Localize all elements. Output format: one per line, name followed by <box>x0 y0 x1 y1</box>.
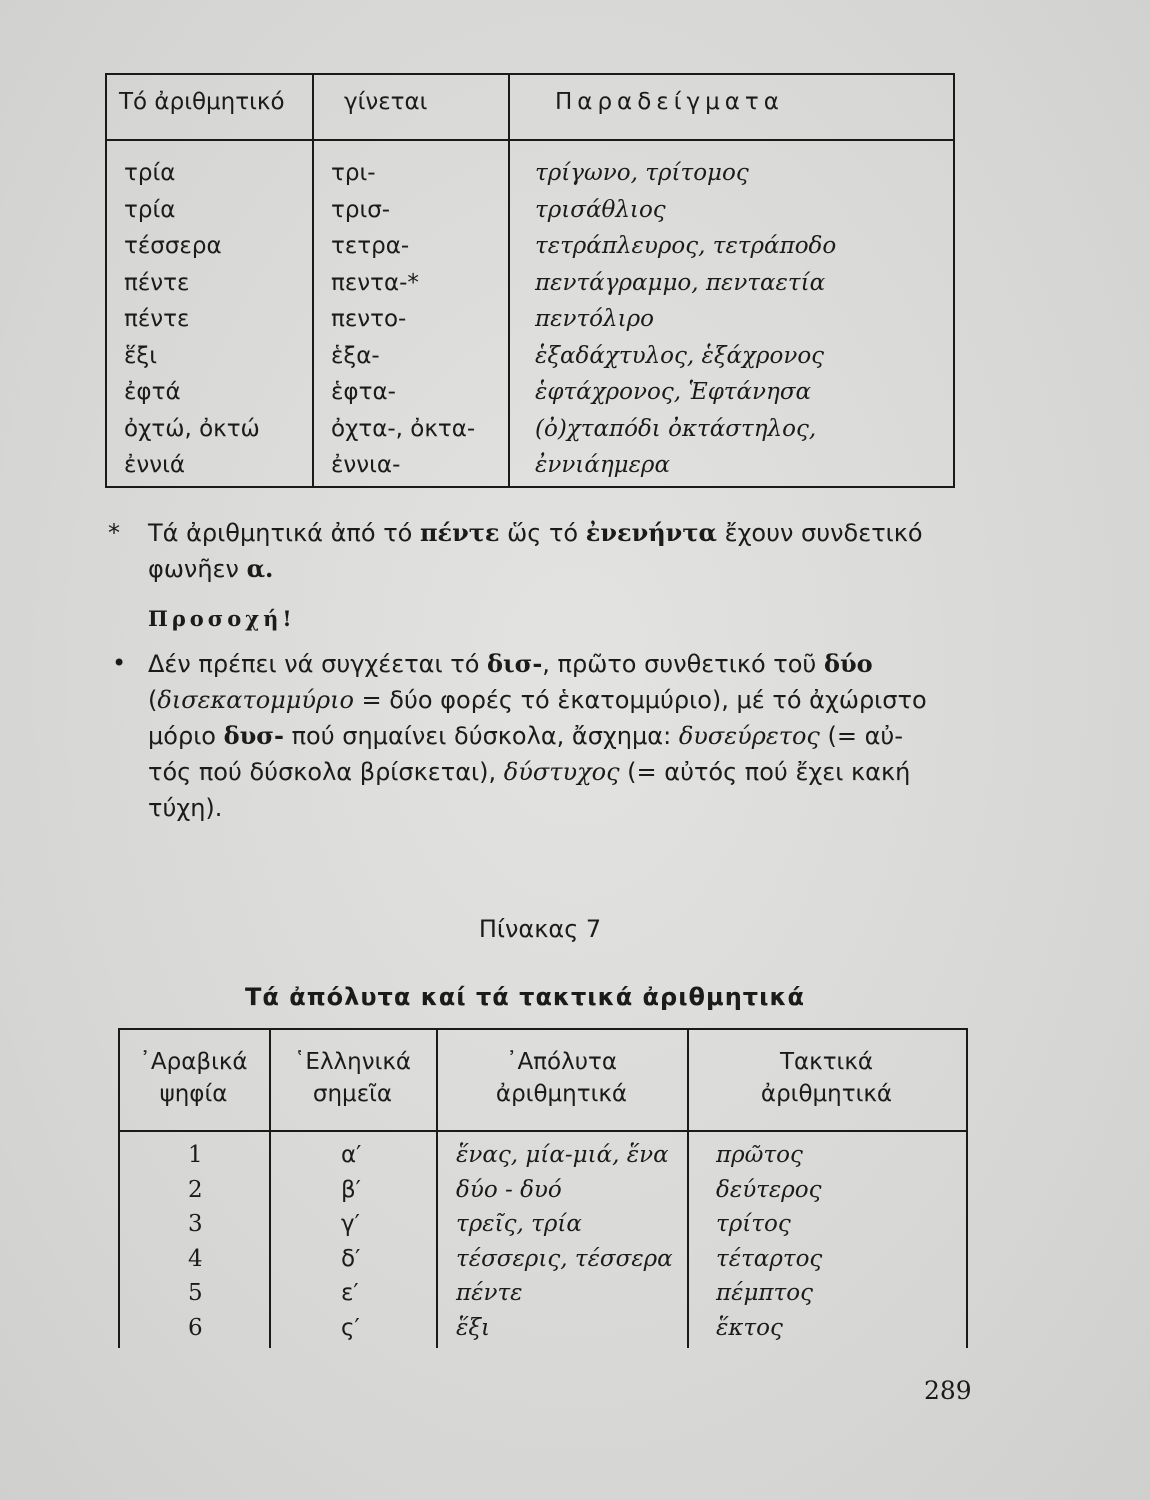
numeral-cell: πέντε <box>124 269 190 296</box>
cardinal-cell: δύο - δυό <box>456 1177 562 1203</box>
prefix-cell: ἐννια- <box>331 452 401 478</box>
prefix-cell: πεντο- <box>331 306 407 332</box>
example-cell: πεντάγραμμο, πενταετία <box>535 269 826 296</box>
table-row <box>118 1280 968 1314</box>
page-number: 289 <box>924 1376 972 1405</box>
ordinal-cell: πέμπτος <box>716 1280 813 1306</box>
ordinal-cell: δεύτερος <box>716 1177 822 1203</box>
prefix-cell: ἑξα- <box>331 342 380 369</box>
table-row <box>118 1211 968 1245</box>
numeral-column <box>124 155 260 484</box>
attention-paragraph: Δέν πρέπει νά συγχέεται τό δισ-, πρῶτο συνθετικό τοῦ δύο (δισεκατομμύριο = δύο φορές τό ἑκατομμύριο), μέ τό ἀχώριστο μόριο δυσ- πού σημαίνει δύσκολα, ἄσχημα: δυσεύρετος (= αὐ- τός πού δύσκολα βρίσκεται), δύστυχος (= αὐτός πού ἔχει κακή τύχη). <box>148 649 927 822</box>
cardinal-cell: ἕνας, μία-μιά, ἕνα <box>456 1142 669 1168</box>
header-greek: ῾Ελληνικά σημεῖα <box>293 1049 412 1107</box>
table-row <box>118 1246 968 1280</box>
ordinal-cell: ἕκτος <box>716 1315 783 1341</box>
prefix-column <box>331 155 475 484</box>
header-numeral: Τό ἀριθμητικό <box>119 89 285 115</box>
footnote: Τά ἀριθμητικά ἀπό τό πέντε ὥς τό ἐνενήντα ἔχουν συνδετικό <box>148 518 923 547</box>
attention-title: Προσοχή! <box>148 606 296 631</box>
header-becomes: γίνεται <box>344 89 428 115</box>
numeral-cell: τρία <box>124 160 176 186</box>
example-cell: τρίγωνο, τρίτομος <box>535 160 749 186</box>
numeral-cell: ἕξι <box>124 342 158 369</box>
greek-cell: β′ <box>341 1177 361 1203</box>
table-row <box>118 1177 968 1211</box>
cardinal-cell: τρεῖς, τρία <box>456 1211 582 1237</box>
header-arabic: ᾿Αραβικά ψηφία <box>139 1049 248 1107</box>
ordinal-cell: πρῶτος <box>716 1142 803 1168</box>
example-cell: τρισάθλιος <box>535 196 666 223</box>
numeral-cell: ἐφτά <box>124 379 181 405</box>
example-cell: ἑξαδάχτυλος, ἑξάχρονος <box>535 342 825 369</box>
header-ordinal: Τακτικά ἀριθμητικά <box>760 1049 893 1107</box>
arabic-cell: 1 <box>188 1142 203 1168</box>
arabic-cell: 2 <box>188 1177 203 1203</box>
greek-cell: δ′ <box>341 1246 361 1272</box>
greek-cell: α′ <box>341 1142 362 1168</box>
table-title: Τά ἀπόλυτα καί τά τακτικά ἀριθμητικά <box>244 983 805 1011</box>
prefix-cell: ἑφτα- <box>331 379 396 405</box>
ordinal-numbers-table <box>118 1028 968 1348</box>
greek-cell: ε′ <box>341 1280 359 1306</box>
prefix-cell: πεντα-* <box>331 269 419 296</box>
example-cell: τετράπλευρος, τετράποδο <box>535 233 837 259</box>
cardinal-cell: ἕξι <box>456 1315 491 1341</box>
bullet: • <box>112 649 127 677</box>
numeral-cell: ἐννιά <box>124 452 186 478</box>
example-cell: ἐννιάημερα <box>535 452 670 478</box>
arabic-cell: 3 <box>188 1211 203 1237</box>
example-cell: (ὀ)χταπόδι ὀκτάστηλος, <box>535 415 817 442</box>
cardinal-cell: τέσσερις, τέσσερα <box>456 1246 673 1272</box>
table-row <box>118 1142 968 1176</box>
numeral-cell: τρία <box>124 196 176 223</box>
prefix-cell: τετρα- <box>331 233 410 259</box>
header-examples: Παραδείγματα <box>555 89 784 115</box>
cardinal-cell: πέντε <box>456 1280 523 1306</box>
greek-cell: γ′ <box>341 1211 360 1237</box>
arabic-cell: 6 <box>188 1315 203 1341</box>
table-caption: Πίνακας 7 <box>478 915 602 943</box>
arabic-cell: 4 <box>188 1246 203 1272</box>
footnote-star: * <box>108 519 120 547</box>
ordinal-cell: τέταρτος <box>716 1246 823 1272</box>
table-row <box>118 1315 968 1349</box>
example-cell: πεντόλιρο <box>535 306 654 332</box>
greek-cell: ς′ <box>341 1315 360 1341</box>
ordinal-cell: τρίτος <box>716 1211 791 1237</box>
footnote-line2: φωνῆεν α. <box>148 554 274 583</box>
example-cell: ἑφτάχρονος, Ἑφτάνησα <box>535 379 812 405</box>
prefix-cell: ὀχτα-, ὀκτα- <box>331 415 476 442</box>
numeral-cell: τέσσερα <box>124 233 222 259</box>
header-cardinal: ᾿Απόλυτα ἀριθμητικά <box>495 1049 628 1107</box>
prefix-cell: τρι- <box>331 160 376 186</box>
arabic-cell: 5 <box>188 1280 203 1306</box>
numeral-cell: ὀχτώ, ὀκτώ <box>124 415 260 442</box>
examples-column <box>535 155 836 484</box>
numeral-prefix-table <box>105 73 955 488</box>
prefix-cell: τρισ- <box>331 196 391 223</box>
numeral-cell: πέντε <box>124 306 190 332</box>
